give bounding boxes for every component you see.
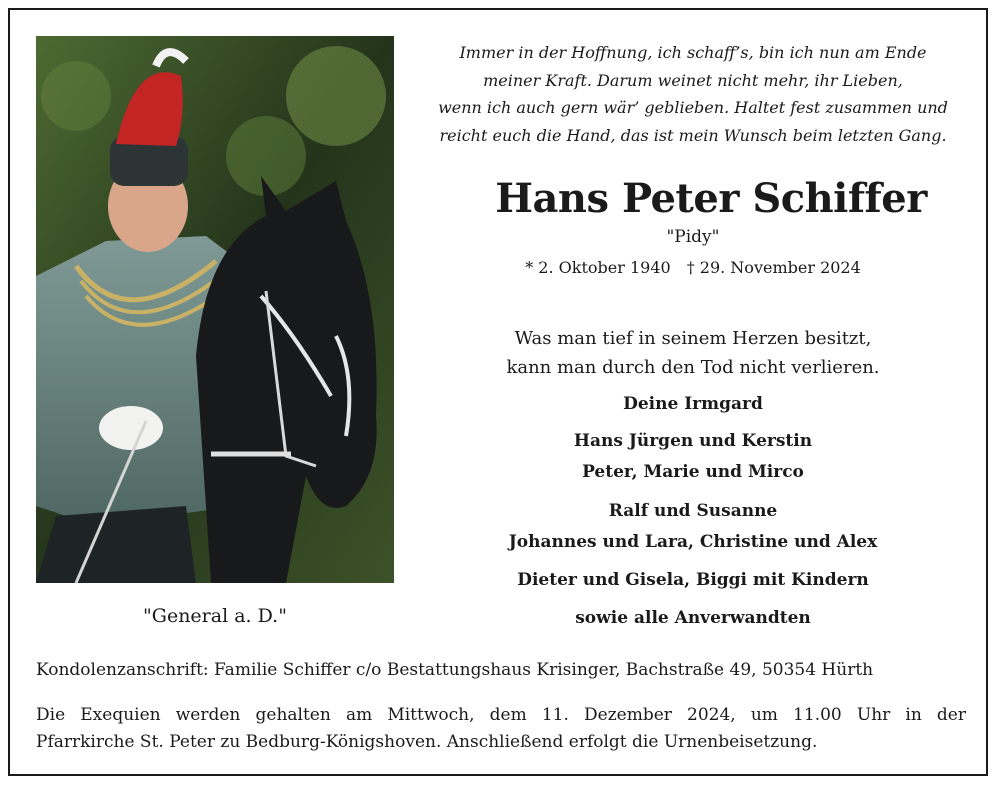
deceased-nickname: "Pidy" [666, 227, 720, 247]
portrait-photo [36, 36, 394, 583]
motto-line: wenn ich auch gern wär’ geblieben. Haltet fest zusammen und [438, 98, 948, 117]
mourner-line: Hans Jürgen und Kerstin [573, 431, 813, 451]
memorial-quote [420, 324, 966, 382]
life-dates [420, 258, 966, 277]
mourner-line: Peter, Marie und Mirco [582, 462, 804, 482]
service-line: Die Exequien werden gehalten am Mittwoch, dem 11. Dezember 2024, um 11.00 Uhr in der [36, 705, 966, 725]
mourner-line: Ralf und Susanne [608, 501, 778, 521]
mourner-line: Dieter und Gisela, Biggi mit Kindern [517, 570, 869, 590]
motto-line: reicht euch die Hand, das ist mein Wunsch beim letzten Gang. [439, 125, 947, 145]
photo-caption: "General a. D." [143, 605, 287, 627]
condolence-address: Kondolenzanschrift: Familie Schiffer c/o Bestattungshaus Krisinger, Bachstraße 49, 50354 Hürth [36, 660, 874, 680]
service-info [36, 702, 966, 756]
service-line: Pfarrkirche St. Peter zu Bedburg-Königshoven. Anschließend erfolgt die Urnenbeisetzung. [36, 732, 818, 752]
birth-date: * 2. Oktober 1940 [525, 258, 671, 277]
motto-poem [420, 39, 966, 149]
death-date: † 29. November 2024 [686, 258, 861, 277]
motto-line: Immer in der Hoffnung, ich schaff’s, bin ich nun am Ende [459, 43, 927, 62]
mourner-line: Deine Irmgard [623, 394, 763, 414]
motto-line: meiner Kraft. Darum weinet nicht mehr, ihr Lieben, [483, 70, 903, 90]
quote-line: Was man tief in seinem Herzen besitzt, [514, 328, 872, 349]
rider-on-horse-image [36, 36, 394, 583]
quote-line: kann man durch den Tod nicht verlieren. [506, 357, 880, 378]
mourner-line: sowie alle Anverwandten [575, 608, 811, 628]
mourner-line: Johannes und Lara, Christine und Alex [508, 532, 878, 552]
deceased-name: Hans Peter Schiffer [495, 175, 927, 222]
